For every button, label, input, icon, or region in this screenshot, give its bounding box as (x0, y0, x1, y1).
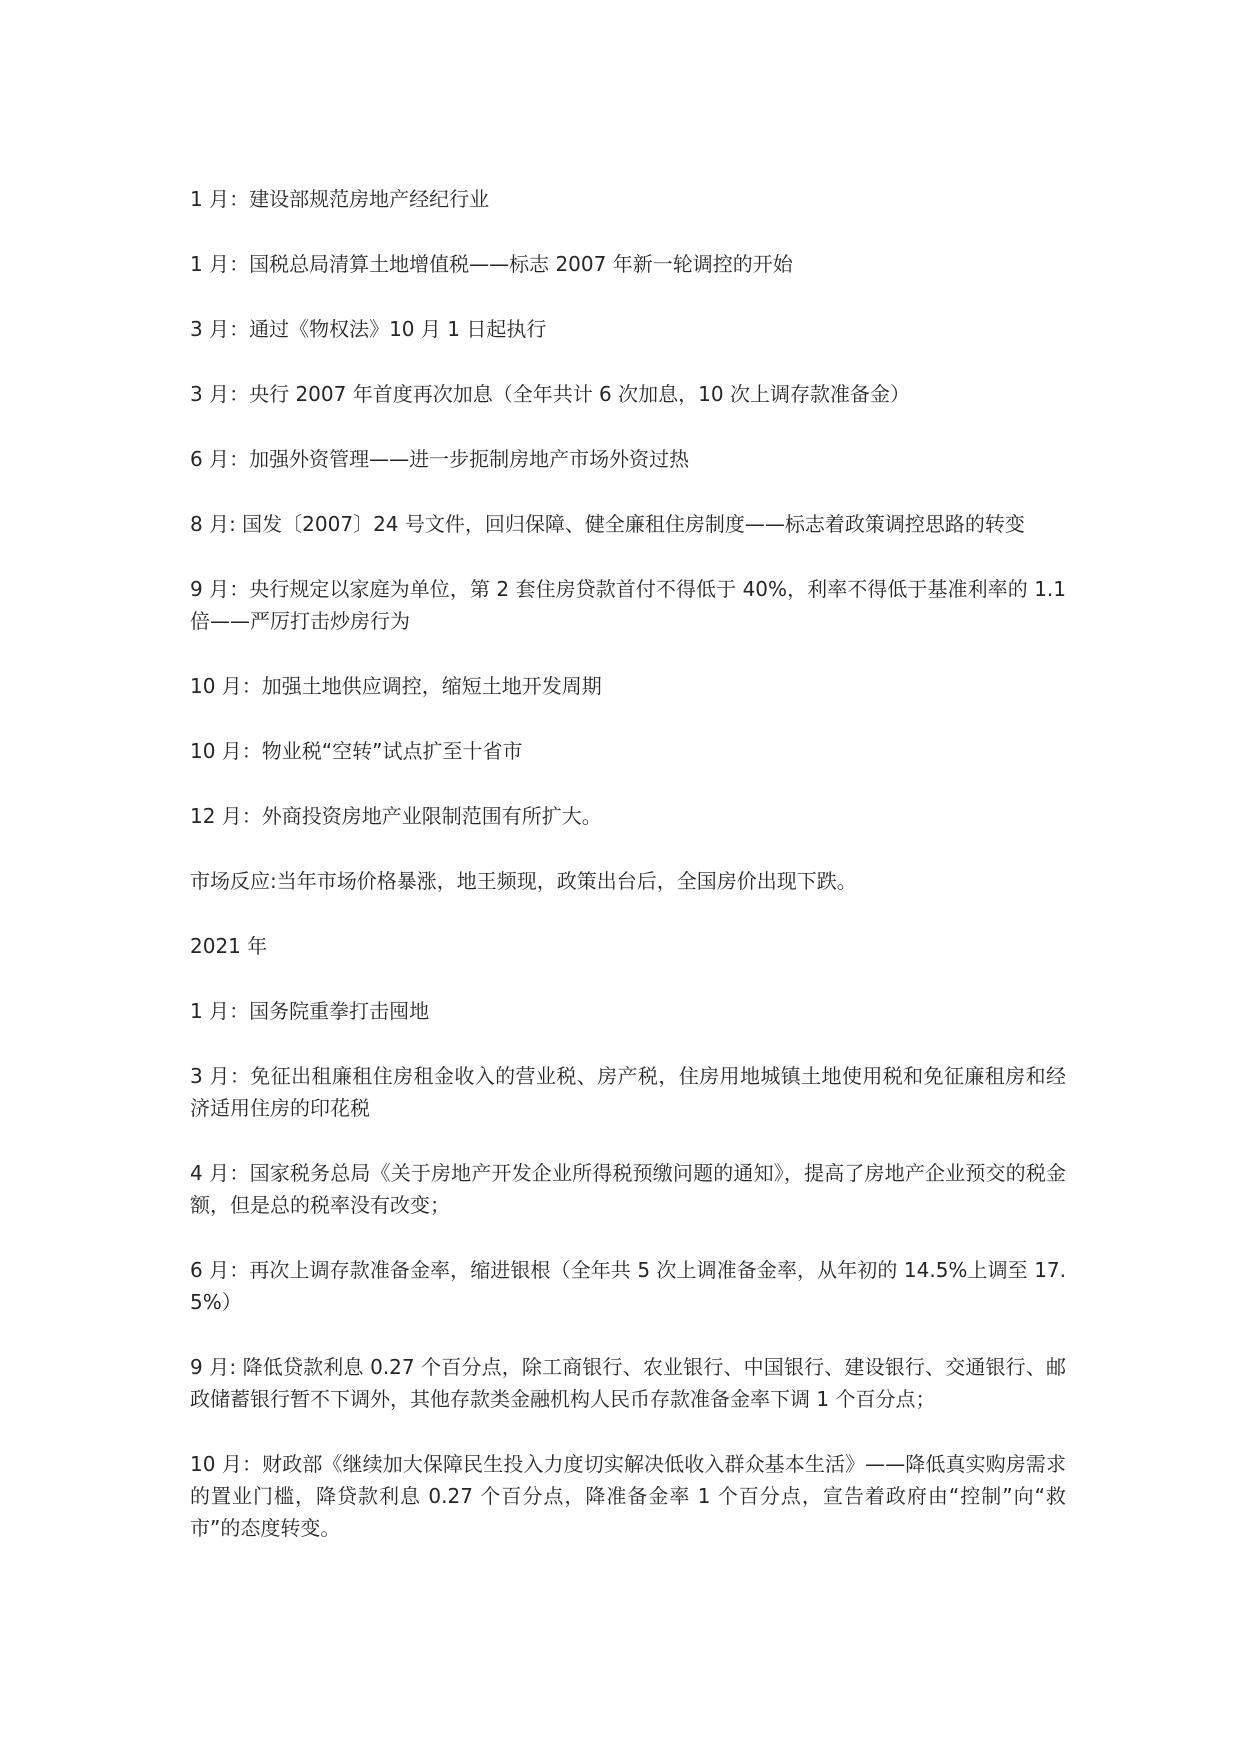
paragraph: 9 月：央行规定以家庭为单位，第 2 套住房贷款首付不得低于 40%，利率不得低于基准利率的 1.1 倍——严厉打击炒房行为 (190, 577, 1066, 633)
paragraph: 10 月：加强土地供应调控，缩短土地开发周期 (190, 674, 602, 698)
paragraph: 3 月：通过《物权法》10 月 1 日起执行 (190, 317, 547, 341)
paragraph: 4 月：国家税务总局《关于房地产开发企业所得税预缴问题的通知》，提高了房地产企业预交的税金额，但是总的税率没有改变； (190, 1161, 1066, 1217)
year-heading: 2021 年 (190, 934, 268, 958)
paragraph: 10 月：财政部《继续加大保障民生投入力度切实解决低收入群众基本生活》——降低真实购房需求的置业门槛，降贷款利息 0.27 个百分点，降准备金率 1 个百分点，宣告着政府由“控制”向“救市”的态度转变。 (190, 1452, 1066, 1540)
paragraph: 3 月：免征出租廉租住房租金收入的营业税、房产税，住房用地城镇土地使用税和免征廉租房和经济适用住房的印花税 (190, 1064, 1066, 1120)
paragraph: 12 月：外商投资房地产业限制范围有所扩大。 (190, 804, 602, 828)
paragraph: 1 月：国税总局清算土地增值税——标志 2007 年新一轮调控的开始 (190, 252, 793, 276)
document-body (190, 183, 1066, 1577)
paragraph: 10 月：物业税“空转”试点扩至十省市 (190, 739, 523, 763)
paragraph: 3 月：央行 2007 年首度再次加息（全年共计 6 次加息，10 次上调存款准备金） (190, 382, 910, 406)
paragraph: 1 月：国务院重拳打击囤地 (190, 999, 430, 1023)
paragraph: 9 月: 降低贷款利息 0.27 个百分点，除工商银行、农业银行、中国银行、建设银行、交通银行、邮政储蓄银行暂不下调外，其他存款类金融机构人民币存款准备金率下调 1 个百分点； (190, 1355, 1066, 1411)
paragraph: 6 月：加强外资管理——进一步扼制房地产市场外资过热 (190, 447, 690, 471)
paragraph: 8 月: 国发〔2007〕24 号文件，回归保障、健全廉租住房制度——标志着政策调控思路的转变 (190, 512, 1025, 536)
paragraph: 1 月：建设部规范房地产经纪行业 (190, 187, 490, 211)
paragraph: 市场反应:当年市场价格暴涨，地王频现，政策出台后，全国房价出现下跌。 (190, 869, 857, 893)
paragraph: 6 月：再次上调存款准备金率，缩进银根（全年共 5 次上调准备金率，从年初的 14.5%上调至 17.5%） (190, 1258, 1066, 1314)
